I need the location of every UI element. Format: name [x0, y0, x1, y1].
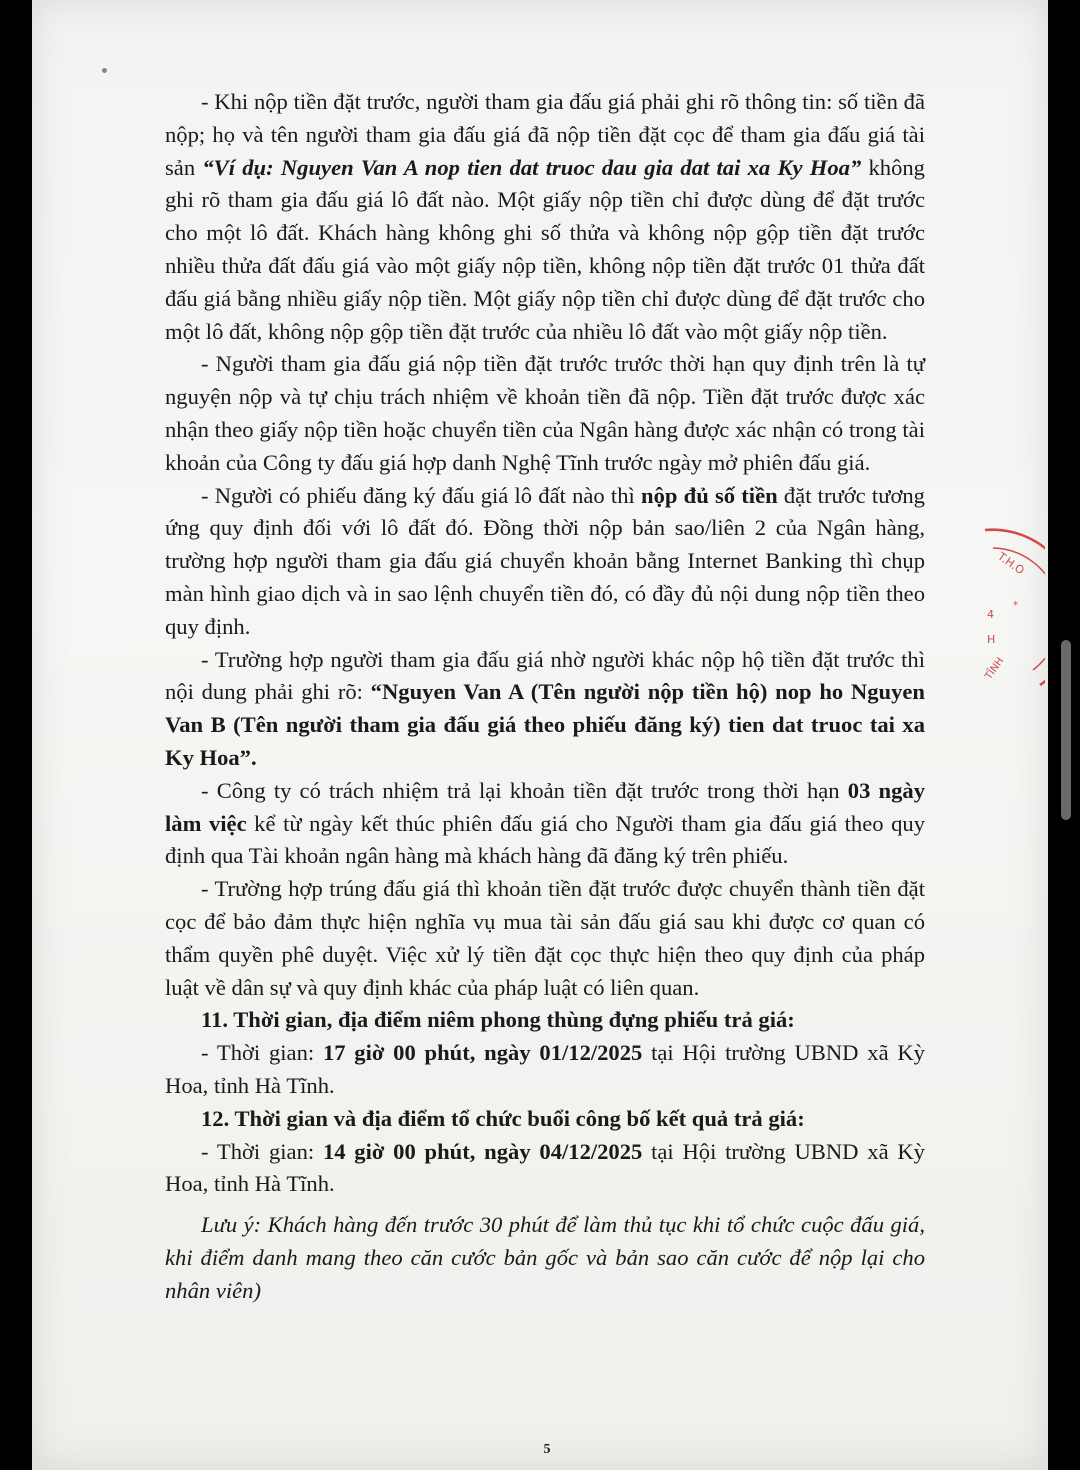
svg-text:*: * [1013, 600, 1018, 611]
scrollbar-thumb[interactable] [1061, 640, 1071, 820]
scan-speck [102, 68, 107, 73]
svg-text:TĨNH: TĨNH [983, 655, 1007, 682]
paragraph-deposit-info: - Khi nộp tiền đặt trước, người tham gia đấu giá phải ghi rõ thông tin: số tiền đã nộp; họ và tên người tham gia đấu giá đã nộp tiền đặt cọc để tham gia đấu giá tài sản “Ví dụ: Nguyen Van A nop tien dat truoc dau gia dat tai xa Ky Hoa” không ghi rõ tham gia đấu giá lô đất nào. Một giấy nộp tiền chỉ được dùng để đặt trước cho một lô đất. Khách hàng không ghi số thửa và không nộp gộp tiền đặt trước nhiều thửa đất đấu giá vào một giấy nộp tiền, không nộp tiền đặt trước 01 thửa đất đấu giá bằng nhiều giấy nộp tiền. Một giấy nộp tiền chỉ được dùng để đặt trước cho một lô đất, không nộp gộp tiền đặt trước của nhiều lô đất vào một giấy nộp tiền. [165, 89, 925, 344]
paragraph-refund: - Công ty có trách nhiệm trả lại khoản tiền đặt trước trong thời hạn 03 ngày làm việc kể từ ngày kết thúc phiên đấu giá cho Người tham gia đấu giá theo quy định qua Tài khoản ngân hàng mà khách hàng đã đăng ký trên phiếu. [165, 777, 925, 869]
svg-text:T.H.O: T.H.O [995, 549, 1027, 578]
document-body [165, 86, 925, 1307]
refund-period-emphasis: 03 ngày làm việc [165, 777, 925, 836]
section-heading-12: 12. Thời gian và địa điểm tổ chức buổi công bố kết quả trả giá: [201, 1105, 805, 1131]
sealing-datetime: 17 giờ 00 phút, ngày 01/12/2025 [322, 1040, 643, 1066]
svg-text:H: H [987, 633, 996, 646]
section-heading-11: 11. Thời gian, địa điểm niêm phong thùng đựng phiếu trả giá: [201, 1007, 795, 1033]
document-page [32, 0, 1048, 1470]
proxy-deposit-example: “Nguyen Van A (Tên người nộp tiền hộ) nop ho Nguyen Van B (Tên người tham gia đấu giá theo phiếu đăng ký) tien dat truoc tai xa Ky Hoa”. [165, 679, 925, 770]
page-number: 5 [543, 1442, 551, 1457]
paragraph-sealing-time: - Thời gian: 17 giờ 00 phút, ngày 01/12/2025 tại Hội trường UBND xã Kỳ Hoa, tỉnh Hà Tĩnh. [165, 1040, 925, 1098]
paragraph-full-amount: - Người có phiếu đăng ký đấu giá lô đất nào thì nộp đủ số tiền đặt trước tương ứng quy định đối với lô đất đó. Đồng thời nộp bản sao/liên 2 của Ngân hàng, trường hợp người tham gia đấu giá chuyển khoản bằng Internet Banking thì chụp màn hình giao dịch và in sao lệnh chuyển tiền đó, có đầy đủ nội dung nộp tiền theo quy định. [165, 482, 925, 639]
deposit-example-text: “Ví dụ: Nguyen Van A nop tien dat truoc dau gia dat tai xa Ky Hoa” [202, 154, 862, 180]
paragraph-voluntary-deposit: - Người tham gia đấu giá nộp tiền đặt trước trước thời hạn quy định trên là tự nguyện nộp và tự chịu trách nhiệm về khoản tiền đã nộp. Tiền đặt trước được xác nhận theo giấy nộp tiền hoặc chuyển tiền của Ngân hàng được xác nhận có trong tài khoản của Công ty đấu giá hợp danh Nghệ Tĩnh trước ngày mở phiên đấu giá. [165, 351, 925, 475]
paragraph-proxy-deposit: - Trường hợp người tham gia đấu giá nhờ người khác nộp hộ tiền đặt trước thì nội dung phải ghi rõ: “Nguyen Van A (Tên người nộp tiền hộ) nop ho Nguyen Van B (Tên người tham gia đấu giá theo phiếu đăng ký) tien dat truoc tai xa Ky Hoa”. [165, 646, 925, 770]
paragraph-winning-deposit: - Trường hợp trúng đấu giá thì khoản tiền đặt trước được chuyển thành tiền đặt cọc để bảo đảm thực hiện nghĩa vụ mua tài sản đấu giá sau khi được cơ quan có thẩm quyền phê duyệt. Việc xử lý tiền đặt cọc thực hiện theo quy định của pháp luật về dân sự và quy định khác của pháp luật có liên quan. [165, 876, 925, 1000]
paragraph-announcement-time: - Thời gian: 14 giờ 00 phút, ngày 04/12/2025 tại Hội trường UBND xã Kỳ Hoa, tỉnh Hà Tĩnh. [165, 1138, 925, 1197]
red-seal-stamp-icon [945, 520, 1045, 700]
announcement-datetime: 14 giờ 00 phút, ngày 04/12/2025 [322, 1138, 643, 1164]
full-amount-emphasis: nộp đủ số tiền [641, 482, 778, 508]
note-paragraph: Lưu ý: Khách hàng đến trước 30 phút để làm thủ tục khi tổ chức cuộc đấu giá, khi điểm danh mang theo căn cước bản gốc và bản sao căn cước để nộp lại cho nhân viên) [165, 1212, 925, 1303]
svg-text:4: 4 [987, 608, 994, 621]
